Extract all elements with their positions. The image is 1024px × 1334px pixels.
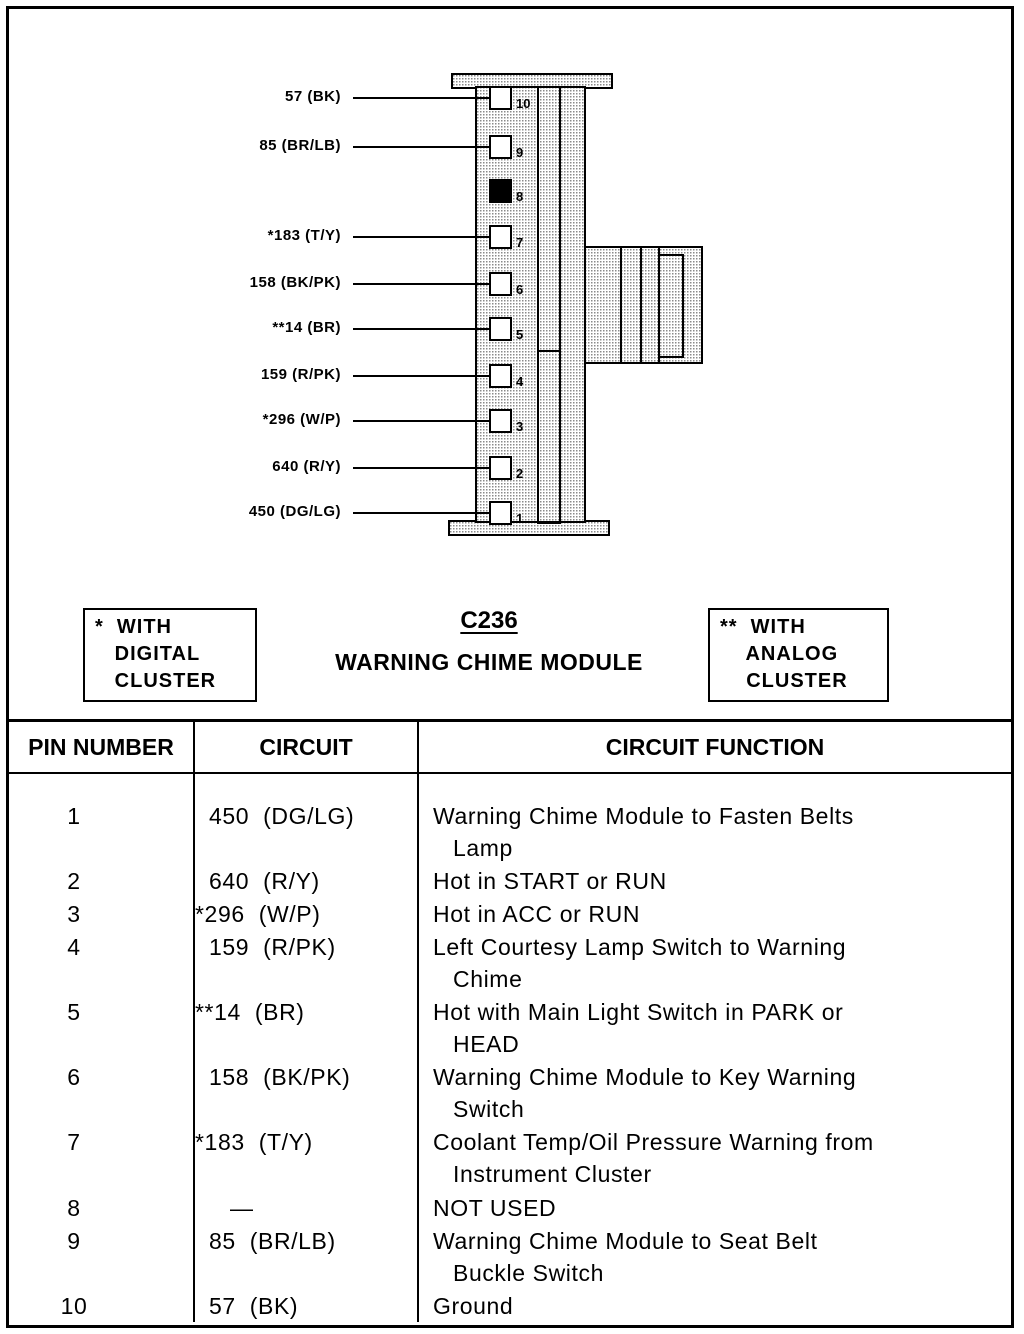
- pin-number-label: 1: [516, 511, 524, 526]
- pin-4: [353, 365, 524, 389]
- function-line: Chime: [453, 966, 523, 992]
- pin-number-label: 7: [516, 235, 524, 250]
- cell-pin-number: 1: [67, 803, 81, 829]
- function-line: Warning Chime Module to Fasten Belts: [433, 803, 854, 829]
- pin-cavity: [490, 226, 511, 248]
- connector-view: [9, 9, 1011, 722]
- pin-5: [353, 318, 523, 342]
- cell-pin-number: 2: [67, 868, 81, 894]
- connector-lock-tab: [585, 247, 702, 363]
- cell-circuit-function: [433, 931, 993, 995]
- pin-cavity: [490, 180, 511, 202]
- pin-wire-label: 640 (R/Y): [272, 458, 341, 475]
- function-line: Switch: [453, 1096, 525, 1122]
- cell-circuit-function: [433, 1126, 993, 1190]
- function-line: HEAD: [453, 1031, 520, 1057]
- connector-bottom-flange: [449, 521, 609, 535]
- pin-cavity: [490, 318, 511, 340]
- cell-pin-number: 10: [60, 1293, 88, 1319]
- cell-circuit: *296 (W/P): [195, 901, 321, 927]
- function-line: Ground: [433, 1293, 514, 1319]
- pin-7: [353, 226, 523, 250]
- function-line: Left Courtesy Lamp Switch to Warning: [433, 934, 847, 960]
- pin-cavity: [490, 410, 511, 432]
- pin-2: [353, 457, 523, 481]
- cell-circuit-function: [433, 1290, 993, 1322]
- function-line: Warning Chime Module to Key Warning: [433, 1064, 857, 1090]
- cell-circuit: **14 (BR): [195, 999, 305, 1025]
- connector-top-flange: [452, 74, 612, 88]
- cell-circuit-function: [433, 1225, 993, 1289]
- cell-circuit-function: [433, 996, 993, 1060]
- cell-pin-number: 7: [67, 1129, 81, 1155]
- cell-circuit: 57 (BK): [195, 1293, 299, 1319]
- cell-circuit-function: [433, 800, 993, 864]
- pin-number-label: 6: [516, 282, 524, 297]
- connector-code: C236: [460, 607, 518, 634]
- pin-number-label: 9: [516, 145, 524, 160]
- function-line: Instrument Cluster: [453, 1161, 652, 1187]
- pin-wire-label: *183 (T/Y): [267, 227, 341, 244]
- cell-circuit: 85 (BR/LB): [195, 1228, 336, 1254]
- connector-title: [309, 607, 669, 676]
- diagram-frame: [6, 6, 1014, 1328]
- function-line: Hot in START or RUN: [433, 868, 667, 894]
- cell-pin-number: 9: [67, 1228, 81, 1254]
- cell-circuit: 159 (R/PK): [195, 934, 336, 960]
- cell-circuit: 158 (BK/PK): [195, 1064, 351, 1090]
- cell-circuit: 640 (R/Y): [195, 868, 320, 894]
- cell-pin-number: 4: [67, 934, 81, 960]
- pin-cavity: [490, 457, 511, 479]
- function-line: Hot with Main Light Switch in PARK or: [433, 999, 844, 1025]
- function-line: NOT USED: [433, 1195, 557, 1221]
- pin-9: [353, 136, 523, 160]
- cell-circuit-function: [433, 865, 993, 897]
- function-line: Hot in ACC or RUN: [433, 901, 641, 927]
- pin-wire-label: 57 (BK): [284, 88, 341, 105]
- cell-pin-number: 8: [67, 1195, 81, 1221]
- function-line: Lamp: [453, 835, 513, 861]
- pin-cavity: [490, 273, 511, 295]
- pin-wire-label: *296 (W/P): [262, 411, 341, 428]
- pin-cavity: [490, 87, 511, 109]
- pin-cavity: [490, 502, 511, 524]
- pin-wire-label: **14 (BR): [272, 319, 341, 336]
- pin-wire-label: 450 (DG/LG): [248, 503, 341, 520]
- pin-number-label: 2: [516, 466, 524, 481]
- note-analog-cluster: ** WITH ANALOG CLUSTER: [708, 608, 889, 702]
- pin-number-label: 4: [516, 374, 524, 389]
- cell-circuit: —: [195, 1195, 254, 1221]
- function-line: Coolant Temp/Oil Pressure Warning from: [433, 1129, 874, 1155]
- function-line: Buckle Switch: [453, 1260, 604, 1286]
- pin-cavity: [490, 136, 511, 158]
- pin-wire-label: 85 (BR/LB): [259, 137, 341, 154]
- header-pin-number: PIN NUMBER: [9, 722, 193, 774]
- pin-number-label: 3: [516, 419, 524, 434]
- pin-10: [353, 87, 530, 111]
- pin-number-label: 10: [516, 96, 531, 111]
- header-circuit: CIRCUIT: [195, 722, 417, 774]
- cell-pin-number: 3: [67, 901, 81, 927]
- note-digital-cluster: * WITH DIGITAL CLUSTER: [83, 608, 257, 702]
- function-line: Warning Chime Module to Seat Belt: [433, 1228, 818, 1254]
- pin-6: [353, 273, 523, 297]
- cell-pin-number: 5: [67, 999, 81, 1025]
- pin-cavity: [490, 365, 511, 387]
- pin-number-label: 5: [516, 327, 524, 342]
- pin-wire-label: 159 (R/PK): [260, 366, 341, 383]
- cell-circuit: *183 (T/Y): [195, 1129, 313, 1155]
- cell-circuit-function: [433, 898, 993, 930]
- connector-name: WARNING CHIME MODULE: [335, 649, 643, 675]
- cell-circuit-function: [433, 1061, 993, 1125]
- pin-wire-label: 158 (BK/PK): [249, 274, 341, 291]
- header-circuit-function: CIRCUIT FUNCTION: [419, 722, 1011, 774]
- pin-number-label: 8: [516, 189, 524, 204]
- cell-pin-number: 6: [67, 1064, 81, 1090]
- cell-circuit-function: [433, 1192, 993, 1224]
- pin-3: [353, 410, 523, 434]
- cell-circuit: 450 (DG/LG): [195, 803, 355, 829]
- pin-1: [353, 502, 523, 526]
